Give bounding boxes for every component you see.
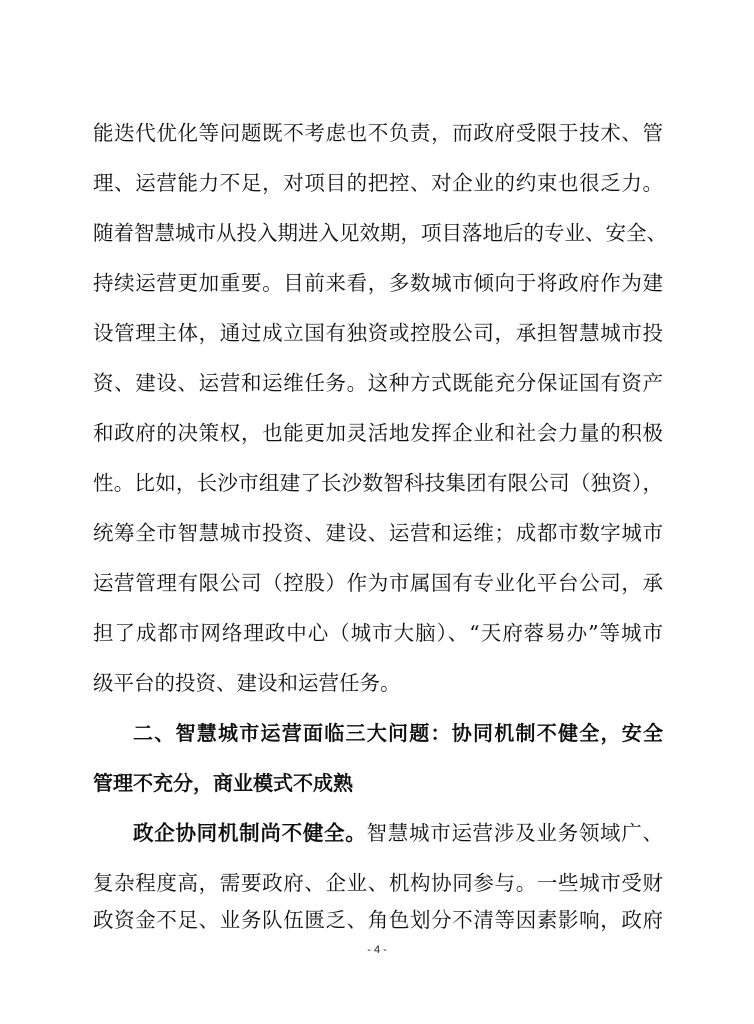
paragraph-line: 和政府的决策权，也能更加灵活地发挥企业和社会力量的积极 [93,421,663,445]
paragraph-line: 资、建设、运营和运维任务。这种方式既能充分保证国有资产 [93,371,663,395]
page-number: - 4 - [367,944,387,956]
paragraph-line: 统筹全市智慧城市投资、建设、运营和运维；成都市数字城市 [93,521,663,545]
paragraph-line: 政资金不足、业务队伍匮乏、角色划分不清等因素影响，政府 [93,908,663,932]
paragraph-text: 智慧城市运营涉及业务领域广、 [366,821,664,845]
paragraph-line: 级平台的投资、建设和运营任务。 [93,671,401,695]
paragraph-line: 复杂程度高，需要政府、企业、机构协同参与。一些城市受财 [93,871,663,895]
paragraph-lead-bold: 政企协同机制尚不健全。 [133,821,367,845]
paragraph-line: 担了成都市网络理政中心（城市大脑）、“天府蓉易办”等城市 [93,621,663,645]
paragraph-line: 随着智慧城市从投入期进入见效期，项目落地后的专业、安全、 [93,221,667,245]
section-heading-line-2: 管理不充分，商业模式不成熟 [93,771,353,795]
paragraph-line: 设管理主体，通过成立国有独资或控股公司，承担智慧城市投 [93,321,663,345]
paragraph-line: 持续运营更加重要。目前来看，多数城市倾向于将政府作为建 [93,271,663,295]
paragraph-line: 性。比如，长沙市组建了长沙数智科技集团有限公司（独资）， [93,471,663,495]
paragraph-line [133,813,663,853]
paragraph-line: 能迭代优化等问题既不考虑也不负责，而政府受限于技术、管 [93,121,663,145]
section-heading-line-1: 二、智慧城市运营面临三大问题：协同机制不健全，安全 [133,721,663,745]
paragraph-line: 理、运营能力不足，对项目的把控、对企业的约束也很乏力。 [93,171,663,195]
paragraph-line: 运营管理有限公司（控股）作为市属国有专业化平台公司，承 [93,571,663,595]
